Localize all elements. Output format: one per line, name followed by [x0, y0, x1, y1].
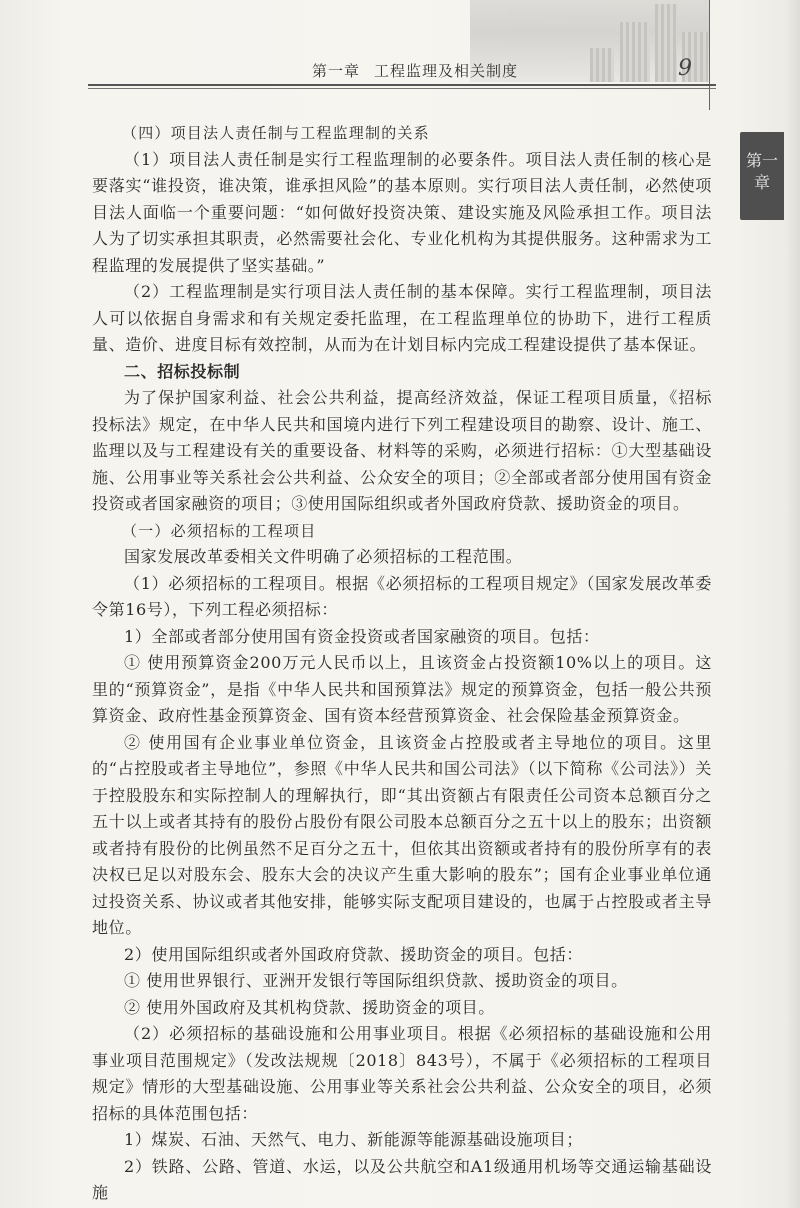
paragraph: （2）工程监理制是实行项目法人责任制的基本保障。实行工程监理制，项目法人可以依据自身需求和有关规定委托监理，在工程监理单位的协助下，进行工程质量、造价、进度目标有效控制，从而为在计划目标内完成工程建设提供了基本保证。: [92, 282, 712, 354]
paragraph: 2）使用国际组织或者外国政府贷款、援助资金的项目。包括：: [124, 944, 583, 964]
paragraph: 1）煤炭、石油、天然气、电力、新能源等能源基础设施项目；: [124, 1130, 583, 1149]
paragraph: 为了保护国家利益、社会公共利益，提高经济效益，保证工程项目质量，《招标投标法》规定，在中华人民共和国境内进行下列工程建设项目的勘察、设计、施工、监理以及与工程建设有关的重要设备、材料等的采购，必须进行招标：①大型基础设施、公用事业等关系社会公共利益、公众安全的项目；②全部或者部分使用国有资金投资或者国家融资的项目；③使用国际组织或者外国政府贷款、援助资金的项目。: [92, 388, 712, 513]
paragraph: 2）铁路、公路、管道、水运，以及公共航空和A1级通用机场等交通运输基础设施: [92, 1156, 712, 1202]
body-text: [92, 120, 712, 1207]
header-rule: [88, 84, 716, 86]
paragraph: ② 使用外国政府及其机构贷款、援助资金的项目。: [124, 997, 495, 1017]
running-header: [312, 60, 518, 81]
header-vertical-rule: [709, 0, 710, 110]
paragraph: （1）必须招标的工程项目。根据《必须招标的工程项目规定》（国家发展改革委令第16号），下列工程必须招标：: [92, 573, 712, 619]
section-heading: 二、招标投标制: [124, 361, 241, 381]
header-chapter: 第一章: [312, 62, 361, 80]
page-edge-shadow: [786, 0, 800, 1208]
paragraph: （1）项目法人责任制是实行工程监理制的必要条件。项目法人责任制的核心是要落实“谁投资，谁决策，谁承担风险”的基本原则。实行项目法人责任制，必然使项目法人面临一个重要问题：“如何做好投资决策、建设实施及风险承担工作。项目法人为了切实承担其职责，必然需要社会化、专业化机构为其提供服务。这种需求为工程监理的发展提供了坚实基础。”: [92, 149, 712, 275]
header-rule-thin: [88, 88, 716, 89]
section-heading: （一）必须招标的工程项目: [122, 521, 317, 540]
paragraph: 1）全部或者部分使用国有资金投资或者国家融资的项目。包括：: [124, 626, 600, 646]
header-title: 工程监理及相关制度: [374, 62, 519, 80]
paragraph: ② 使用国有企业事业单位资金，且该资金占控股或者主导地位的项目。这里的“占控股或者主导地位”，参照《中华人民共和国公司法》（以下简称《公司法》）关于控股股东和实际控制人的理解执行，即“其出资额占有限责任公司资本总额百分之五十以上或者其持有的股份占股份有限公司股本总额百分之五十以上的股东；出资额或者持有股份的比例虽然不足百分之五十，但依其出资额或者持有的股份所享有的表决权已足以对股东会、股东大会的决议产生重大影响的股东”；国有企业事业单位通过投资关系、协议或者其他安排，能够实际支配项目建设的，也属于占控股或者主导地位。: [92, 732, 712, 937]
paragraph: ① 使用预算资金200万元人民币以上，且该资金占投资额10%以上的项目。这里的“预算资金”，是指《中华人民共和国预算法》规定的预算资金，包括一般公共预算资金、政府性基金预算资金、国有资本经营预算资金、社会保险基金预算资金。: [92, 653, 712, 725]
page-number: 9: [678, 56, 692, 81]
chapter-tab-line2: 章: [753, 173, 770, 192]
section-heading: （四）项目法人责任制与工程监理制的关系: [122, 124, 430, 142]
chapter-tab-line1: 第一: [745, 151, 778, 170]
paragraph: ① 使用世界银行、亚洲开发银行等国际组织贷款、援助资金的项目。: [124, 971, 628, 990]
paragraph: 国家发展改革委相关文件明确了必须招标的工程范围。: [124, 547, 523, 566]
paragraph: （2）必须招标的基础设施和公用事业项目。根据《必须招标的基础设施和公用事业项目范围规定》（发改法规规〔2018〕843号），不属于《必须招标的工程项目规定》情形的大型基础设施、公用事业等关系社会公共利益、公众安全的项目，必须招标的具体范围包括：: [92, 1024, 712, 1123]
chapter-thumb-tab: [740, 132, 784, 220]
